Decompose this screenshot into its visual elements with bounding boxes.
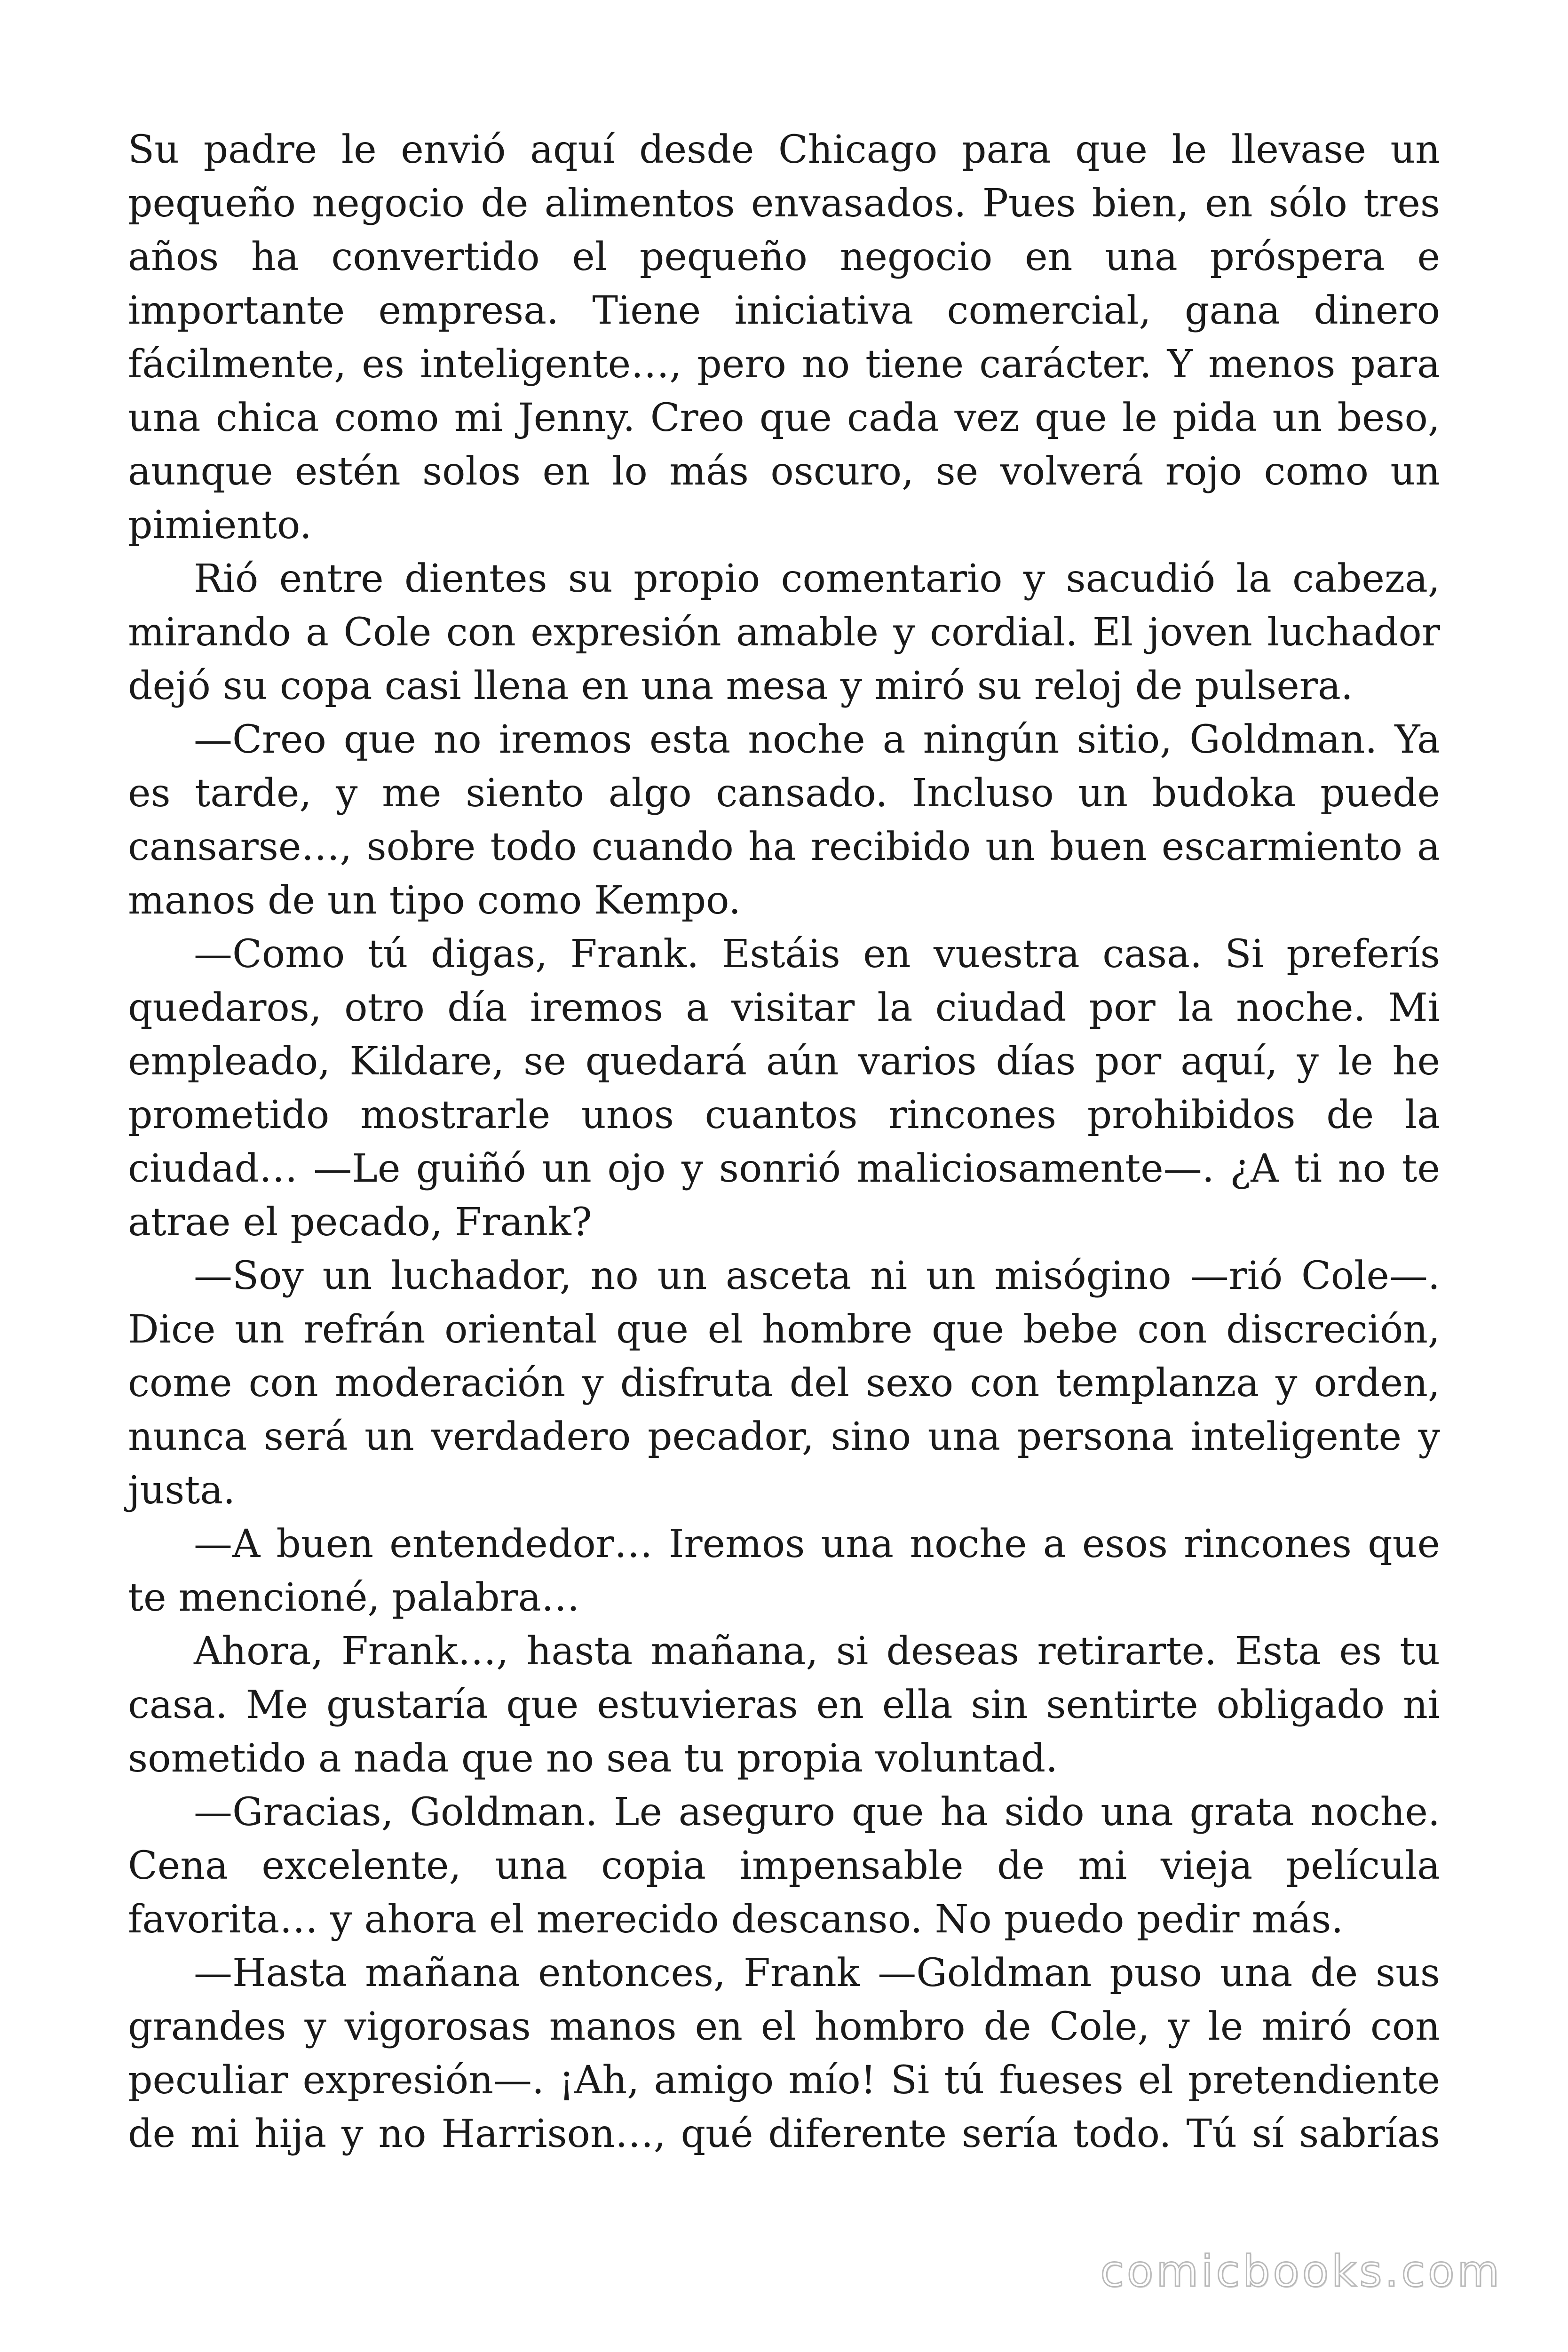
paragraph-6: —A buen entendedor… Iremos una noche a esos rincones que te mencioné, palabra… [128,1522,1440,1620]
paragraph-4: —Como tú digas, Frank. Estáis en vuestra casa. Si preferís quedaros, otro día iremos a visitar la ciudad por la noche. Mi empleado, Kildare, se quedará aún varios días por aquí, y le he prometido mostrarle unos cuantos rincones prohibidos de la ciudad… —Le guiñó un ojo y sonrió maliciosamente—. ¿A ti no te atrae el pecado, Frank? [128,932,1440,1245]
paragraph-3: —Creo que no iremos esta noche a ningún sitio, Goldman. Ya es tarde, y me siento algo cansado. Incluso un budoka puede cansarse…, sobre todo cuando ha recibido un buen escarmiento a manos de un tipo como Kempo. [128,717,1440,923]
paragraph-7: Ahora, Frank…, hasta mañana, si deseas retirarte. Esta es tu casa. Me gustaría que estuvieras en ella sin sentirte obligado ni sometido a nada que no sea tu propia voluntad. [128,1629,1440,1781]
watermark-logo: comicbooks.com [1100,2246,1502,2296]
paragraph-2: Rió entre dientes su propio comentario y sacudió la cabeza, mirando a Cole con expresión amable y cordial. El joven luchador dejó su copa casi llena en una mesa y miró su reloj de pulsera. [128,556,1440,708]
paragraph-9: —Hasta mañana entonces, Frank —Goldman puso una de sus grandes y vigorosas manos en el hombro de Cole, y le miró con peculiar expresión—. ¡Ah, amigo mío! Si tú fueses el pretendiente de mi hija y no Harrison…, qué diferente sería todo. Tú sí sabrías [128,1951,1440,2156]
book-page-text [128,123,1440,2161]
paragraph-5: —Soy un luchador, no un asceta ni un misógino —rió Cole—. Dice un refrán oriental que el hombre que bebe con discreción, come con moderación y disfruta del sexo con templanza y orden, nunca será un verdadero pecador, sino una persona inteligente y justa. [128,1254,1440,1513]
paragraph-1: Su padre le envió aquí desde Chicago para que le llevase un pequeño negocio de alimentos envasados. Pues bien, en sólo tres años ha convertido el pequeño negocio en una próspera e importante empresa. Tiene iniciativa comercial, gana dinero fácilmente, es inteligente…, pero no tiene carácter. Y menos para una chica como mi Jenny. Creo que cada vez que le pida un beso, aunque estén solos en lo más oscuro, se volverá rojo como un pimiento. [128,127,1440,548]
paragraph-8: —Gracias, Goldman. Le aseguro que ha sido una grata noche. Cena excelente, una copia impensable de mi vieja película favorita… y ahora el merecido descanso. No puedo pedir más. [128,1790,1440,1942]
